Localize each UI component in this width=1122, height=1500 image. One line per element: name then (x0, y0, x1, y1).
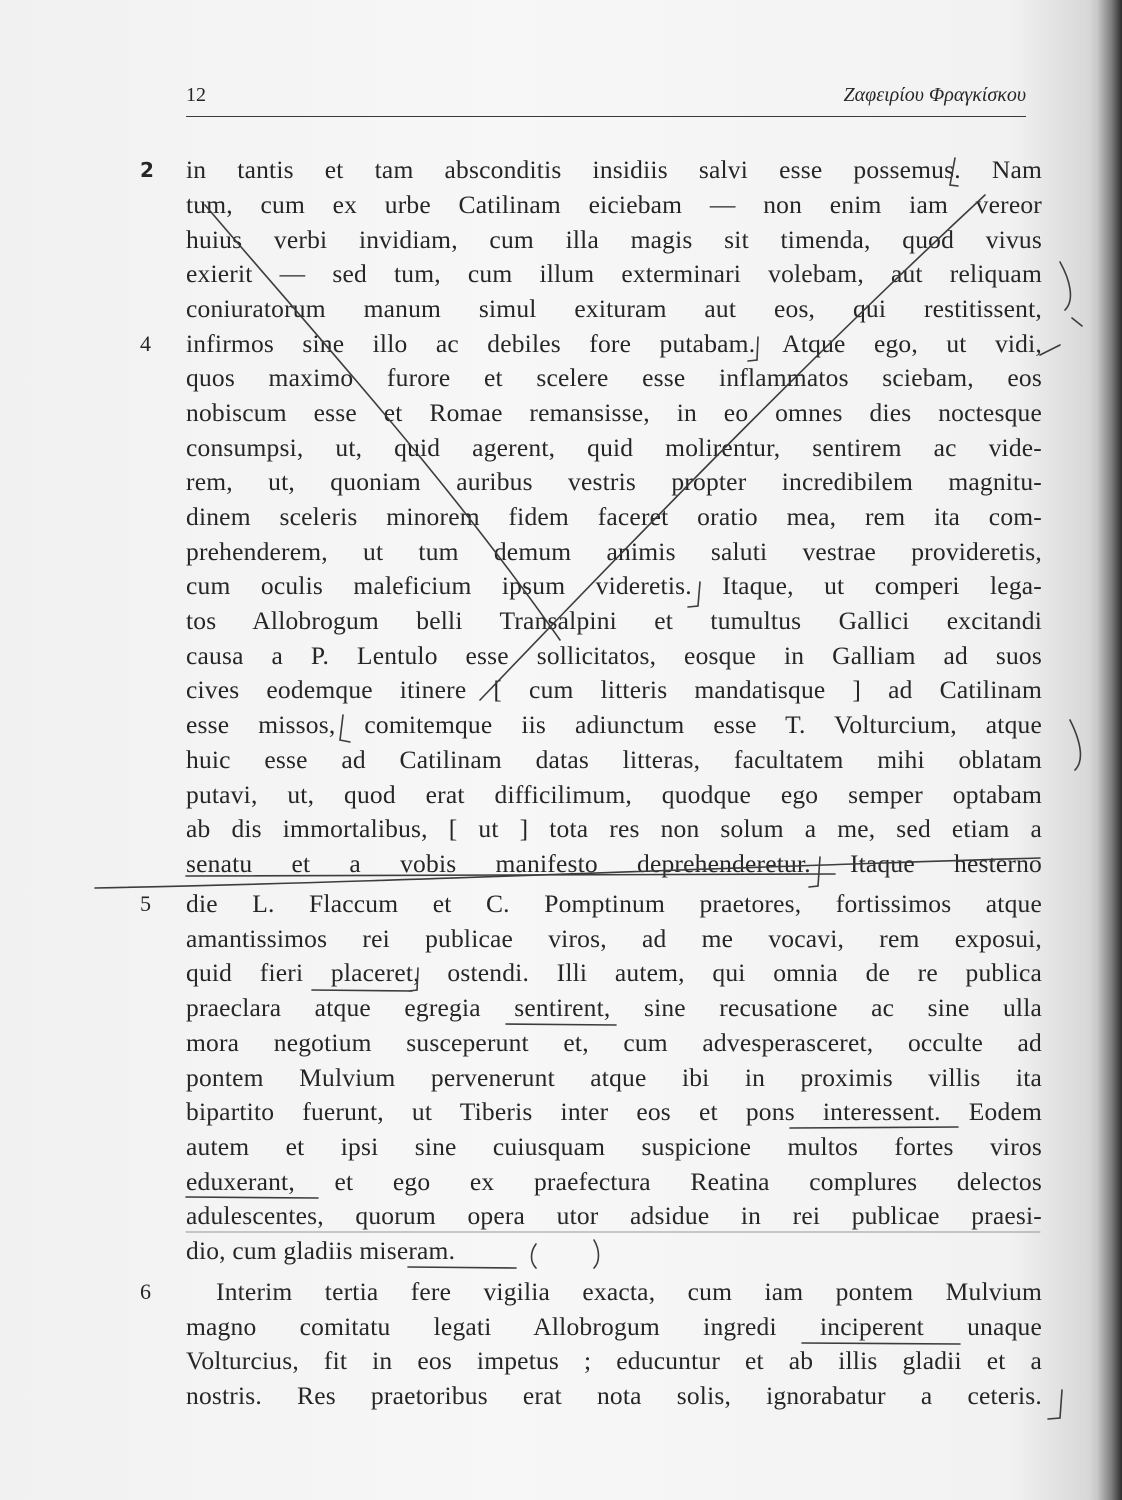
text-line: rem, ut, quoniam auribus vestris propter incredibilem magnitu- (186, 467, 1042, 496)
text-line: putavi, ut, quod erat difficilimum, quodque ego semper optabam (186, 780, 1042, 809)
text-line: magno comitatu legati Allobrogum ingredi inciperent unaque (186, 1312, 1042, 1341)
text-line: coniuratorum manum simul exituram aut eos, qui restitissent, (186, 294, 1042, 323)
section-number: 4 (140, 331, 151, 356)
page-gutter-shadow (1096, 0, 1122, 1500)
page-header (186, 84, 1026, 117)
text-line: infirmos sine illo ac debiles fore putabam. Atque ego, ut vidi, (186, 329, 1042, 358)
text-line: Volturcius, fit in eos impetus ; educuntur et ab illis gladii et a (186, 1346, 1042, 1375)
text-line: causa a P. Lentulo esse sollicitatos, eosque in Galliam ad suos (186, 641, 1042, 670)
margin-scribble (1072, 318, 1082, 326)
text-line: dio, cum gladiis miseram. (186, 1236, 456, 1265)
running-head: Ζαφειρίου Φραγκίσκου (843, 84, 1026, 106)
bracket-mark (1048, 1390, 1062, 1419)
text-line: pontem Mulvium pervenerunt atque ibi in proximis villis ita (186, 1063, 1042, 1092)
text-line: quid fieri placeret, ostendi. Illi autem, qui omnia de re publica (186, 958, 1042, 987)
text-line: bipartito fuerunt, ut Tiberis inter eos et pons interessent. Eodem (186, 1097, 1042, 1126)
page-number: 12 (186, 84, 206, 106)
text-line: quos maximo furore et scelere esse inflammatos sciebam, eos (186, 363, 1042, 392)
text-line: huic esse ad Catilinam datas litteras, facultatem mihi oblatam (186, 745, 1042, 774)
text-line: huius verbi invidiam, cum illa magis sit timenda, quod vivus (186, 225, 1042, 254)
text-line: eduxerant, et ego ex praefectura Reatina complures delectos (186, 1167, 1042, 1196)
text-line: die L. Flaccum et C. Pomptinum praetores, fortissimos atque (186, 889, 1042, 918)
text-line: Interim tertia fere vigilia exacta, cum iam pontem Mulvium (216, 1277, 1042, 1306)
text-line: autem et ipsi sine cuiusquam suspicione multos fortes viros (186, 1132, 1042, 1161)
text-line: senatu et a vobis manifesto deprehenderetur. Itaque hesterno (186, 849, 1042, 878)
text-line: tum, cum ex urbe Catilinam eiciebam — non enim iam vereor (186, 190, 1042, 219)
section-number: 5 (140, 891, 151, 916)
text-line: exierit — sed tum, cum illum exterminari volebam, aut reliquam (186, 259, 1042, 288)
text-line: mora negotium susceperunt et, cum advesperasceret, occulte ad (186, 1028, 1042, 1057)
text-line: nobiscum esse et Romae remansisse, in eo omnes dies noctesque (186, 398, 1042, 427)
text-line: dinem sceleris minorem fidem faceret oratio mea, rem ita com- (186, 502, 1042, 531)
text-line: ab dis immortalibus, [ ut ] tota res non solum a me, sed etiam a (186, 814, 1042, 843)
margin-scribble (1070, 720, 1080, 770)
text-line: cives eodemque itinere [ cum litteris mandatisque ] ad Catilinam (186, 675, 1042, 704)
margin-scribble (1040, 345, 1060, 355)
section-number: 2 (140, 158, 154, 182)
text-line: adulescentes, quorum opera utor adsidue in rei publicae praesi- (186, 1201, 1042, 1230)
text-line: esse missos, comitemque iis adiunctum esse T. Volturcium, atque (186, 710, 1042, 739)
text-line: nostris. Res praetoribus erat nota solis, ignorabatur a ceteris. (186, 1381, 1042, 1410)
text-line: consumpsi, ut, quid agerent, quid molirentur, sentirem ac vide- (186, 433, 1042, 462)
section-number: 6 (140, 1279, 151, 1304)
margin-scribble (1060, 262, 1070, 310)
text-line: prehenderem, ut tum demum animis saluti vestrae provideretis, (186, 537, 1042, 566)
text-line: cum oculis maleficium ipsum videretis. Itaque, ut comperi lega- (186, 571, 1042, 600)
text-line: amantissimos rei publicae viros, ad me vocavi, rem exposui, (186, 924, 1042, 953)
text-line: praeclara atque egregia sentirent, sine recusatione ac sine ulla (186, 993, 1042, 1022)
text-line: tos Allobrogum belli Transalpini et tumultus Gallici excitandi (186, 606, 1042, 635)
text-line: in tantis et tam absconditis insidiis salvi esse possemus. Nam (186, 155, 1042, 184)
